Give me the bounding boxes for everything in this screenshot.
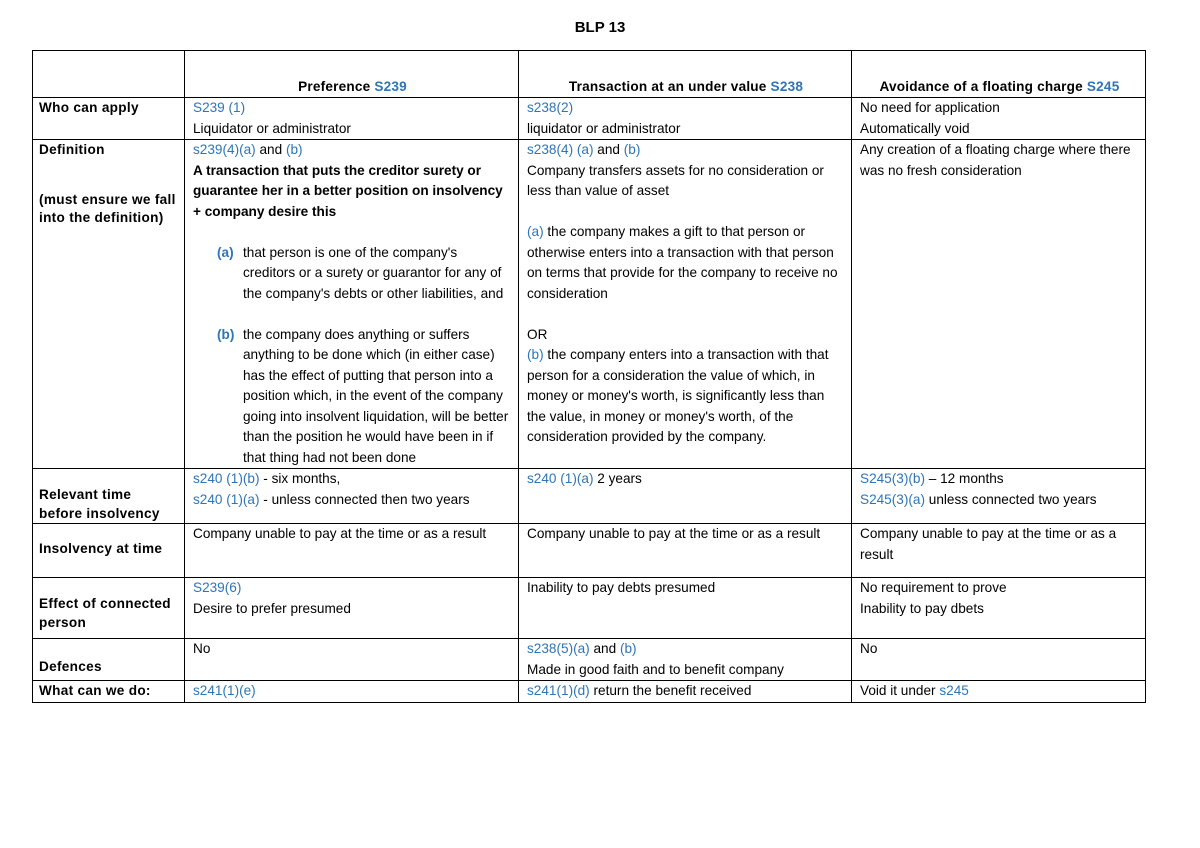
ref-link[interactable]: S238 xyxy=(770,78,804,94)
cell: Any creation of a floating charge where there was no fresh consideration xyxy=(852,140,1146,469)
ref-link[interactable]: (b) xyxy=(619,641,637,656)
ref-link[interactable]: (b) xyxy=(285,142,303,157)
comparison-table xyxy=(32,50,1146,703)
ref-link[interactable]: s245 xyxy=(939,683,969,698)
cell: s239(4)(a) and (b) A transaction that puts the creditor surety or guarantee her in a better position on insolvency + company desire this (a) that person is one of the company's creditors or a surety or guarantor for any of the company's debts or other liabilities, and (b) the company does anything or suffers anything to be done which (in either case) has the effect of putting that person into a position which, in the event of the company going into insolvent liquidation, will be better than the position he would have been in if that thing had not been done xyxy=(185,140,519,469)
ref-link[interactable]: s238(4) xyxy=(527,142,574,157)
ref-link[interactable]: s241(1)(e) xyxy=(193,683,256,698)
row-label: Defences xyxy=(33,639,185,681)
cell: No xyxy=(852,639,1146,681)
list-item: (a) that person is one of the company's creditors or a surety or guarantor for any of the company's debts or other liabilities, and xyxy=(217,244,504,301)
cell: s238(5)(a) and (b) Made in good faith and to benefit company xyxy=(519,639,852,681)
row-relevant-time xyxy=(33,469,1146,524)
cell xyxy=(185,681,519,703)
cell: S239(6) Desire to prefer presumed xyxy=(185,578,519,639)
row-label: Definition (must ensure we fall into the definition) xyxy=(33,140,185,469)
header-preference: Preference S239 xyxy=(185,51,519,98)
cell: Inability to pay debts presumed xyxy=(519,578,852,639)
cell: No xyxy=(185,639,519,681)
cell: Company unable to pay at the time or as a result xyxy=(519,524,852,578)
ref-link[interactable]: s240 (1)(a) xyxy=(527,471,594,486)
cell: Void it under s245 xyxy=(852,681,1146,703)
cell: s238(4) (a) and (b) Company transfers assets for no consideration or less than value of asset (a) the company makes a gift to that person or otherwise enters into a transaction with that person on terms that provide for the company to receive no consideration OR (b) the company enters into a transaction with that person for a consideration the value of which, in money or money's worth, is significantly less than the value, in money or money's worth, of the consideration provided by the company. xyxy=(519,140,852,469)
cell: S245(3)(b) – 12 months S245(3)(a) unless connected two years xyxy=(852,469,1146,524)
row-definition xyxy=(33,140,1146,469)
ref-link[interactable]: s241(1)(d) xyxy=(527,683,590,698)
ref-link[interactable]: S239 xyxy=(374,78,407,94)
page-title: BLP 13 xyxy=(574,19,626,36)
row-what-can-we-do xyxy=(33,681,1146,703)
cell: Company unable to pay at the time or as a result xyxy=(852,524,1146,578)
cell: Company unable to pay at the time or as a result xyxy=(185,524,519,578)
ref-link[interactable]: S245(3)(b) xyxy=(860,471,925,486)
ref-link[interactable]: (a) xyxy=(576,142,594,157)
cell: No requirement to prove Inability to pay dbets xyxy=(852,578,1146,639)
header-row xyxy=(33,51,1146,98)
cell: s240 (1)(b) - six months, s240 (1)(a) - unless connected then two years xyxy=(185,469,519,524)
row-connected-person xyxy=(33,578,1146,639)
ref-link[interactable]: s240 (1)(b) xyxy=(193,471,260,486)
ref-link[interactable]: (b) xyxy=(623,142,641,157)
header-empty-cell xyxy=(33,51,185,98)
cell: s238(2) liquidator or administrator xyxy=(519,98,852,140)
row-label: Who can apply xyxy=(33,98,185,140)
ref-link[interactable]: S245(3)(a) xyxy=(860,491,925,507)
cell: s240 (1)(a) 2 years xyxy=(519,469,852,524)
ref-link[interactable]: s238(2) xyxy=(527,100,574,115)
row-label: Effect of connected person xyxy=(33,578,185,639)
ref-link[interactable]: S239(6) xyxy=(193,580,242,595)
ref-link[interactable]: S245 xyxy=(1086,78,1120,94)
cell: S239 (1) Liquidator or administrator xyxy=(185,98,519,140)
ref-link[interactable]: s240 (1)(a) xyxy=(193,491,260,507)
header-floating-charge: Avoidance of a floating charge S245 xyxy=(852,51,1146,98)
row-label: What can we do: xyxy=(33,681,185,703)
row-label: Relevant time before insolvency xyxy=(33,469,185,524)
row-insolvency-at-time xyxy=(33,524,1146,578)
ref-link[interactable]: s239(4)(a) xyxy=(193,142,256,157)
header-undervalue: Transaction at an under value S238 xyxy=(519,51,852,98)
list-item: (b) the company does anything or suffers anything to be done which (in either case) has the effect of putting that person into a position which, in the event of the company going into insolvent liquidation, will be better than the position he would have been in if that thing had not been done xyxy=(217,326,509,465)
cell: s241(1)(d) return the benefit received xyxy=(519,681,852,703)
ref-link[interactable]: S239 (1) xyxy=(193,100,246,115)
cell: No need for application Automatically void xyxy=(852,98,1146,140)
row-who-can-apply xyxy=(33,98,1146,140)
ref-link[interactable]: s238(5)(a) xyxy=(527,641,590,656)
row-label: Insolvency at time xyxy=(33,524,185,578)
row-defences xyxy=(33,639,1146,681)
